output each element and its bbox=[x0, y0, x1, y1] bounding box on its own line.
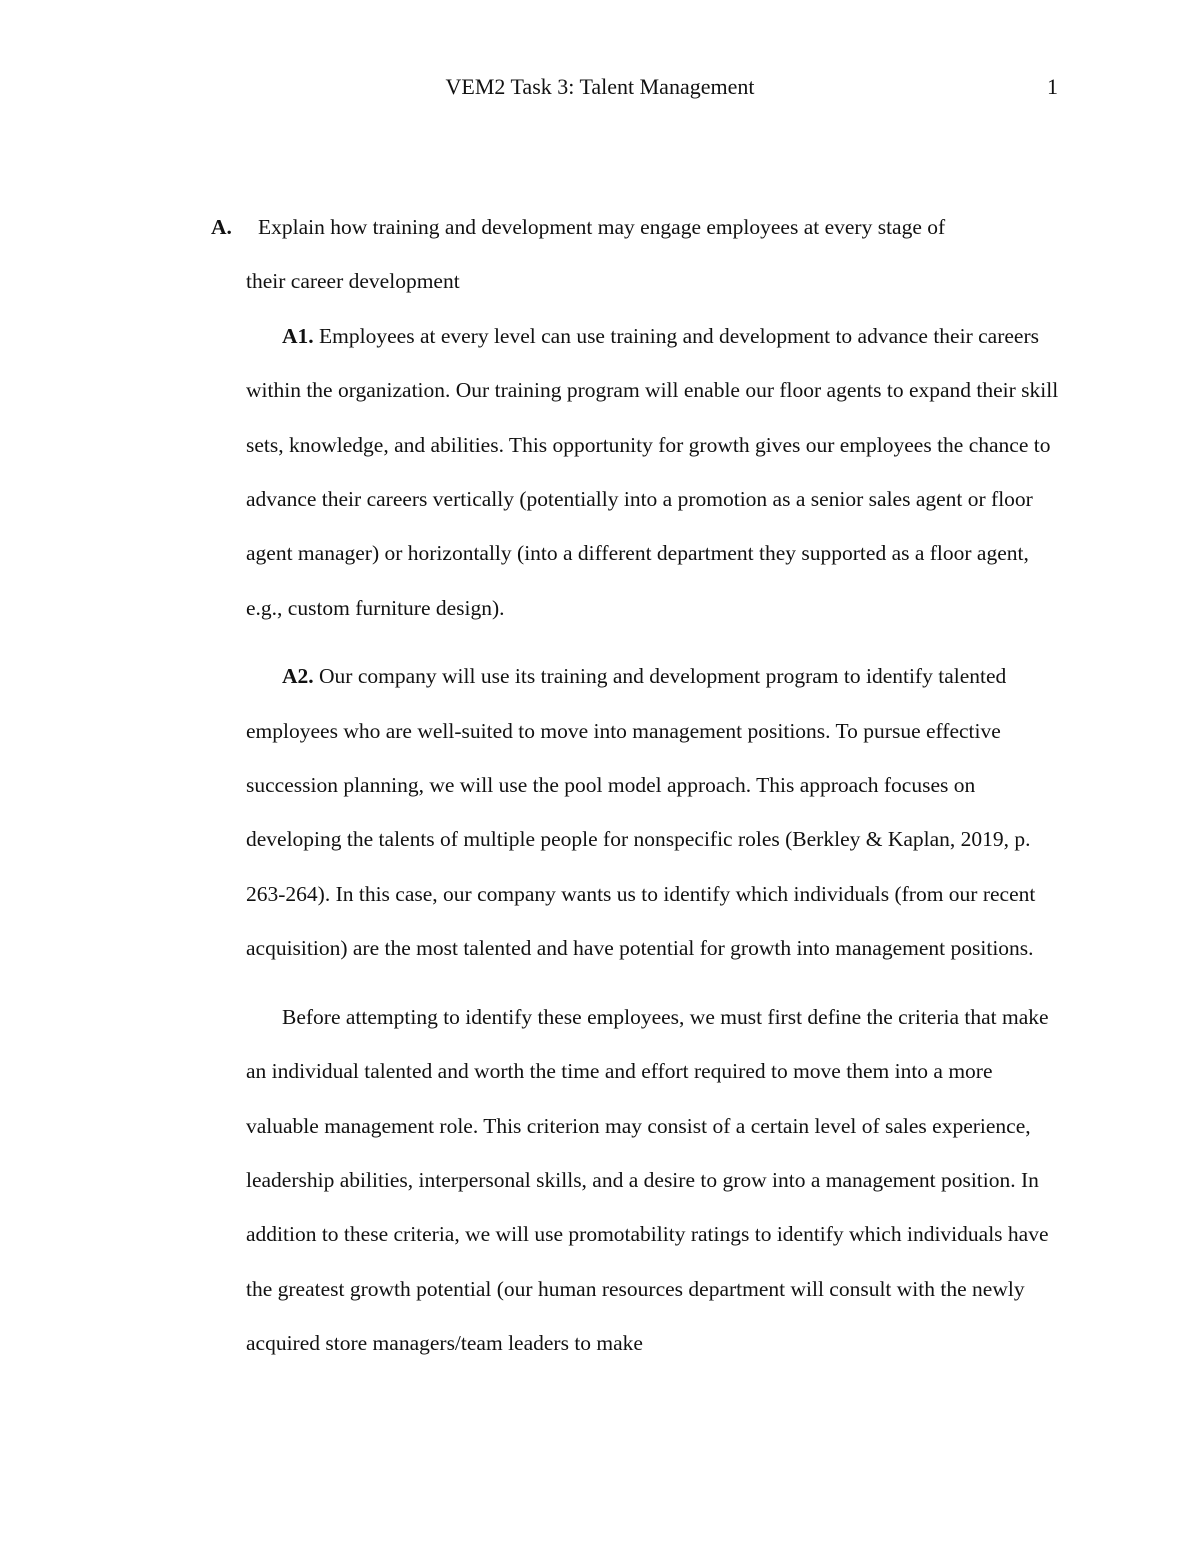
section-letter: A. bbox=[211, 215, 232, 239]
page-number: 1 bbox=[1047, 74, 1058, 99]
section-heading-a bbox=[211, 200, 1066, 309]
paragraph-text: Employees at every level can use training and development to advance their careers within the organization. Our training program will enable our floor agents to expand their skill sets, knowledge, and abilities. This opportunity for growth gives our employees the chance to advance their careers vertically (potentially into a promotion as a senior sales agent or floor agent manager) or horizontally (into a different department they supported as a floor agent, e.g., custom furniture design). bbox=[246, 323, 1059, 620]
paragraph-criteria bbox=[246, 990, 1066, 1371]
paragraph-text: Before attempting to identify these employees, we must first define the criteria that make an individual talented and worth the time and effort required to move them into a more valuable management role. This criterion may consist of a certain level of sales experience, leadership abilities, interpersonal skills, and a desire to grow into a management position. In addition to these criteria, we will use promotability ratings to identify which individuals have the greatest growth potential (our human resources department will consult with the newly acquired store managers/team leaders to make bbox=[246, 1004, 1049, 1356]
paragraph-text: Our company will use its training and development program to identify talented employees who are well-suited to move into management positions. To pursue effective succession planning, we will use the pool model approach. This approach focuses on developing the talents of multiple people for nonspecific roles (Berkley & Kaplan, 2019, p. 263-264). In this case, our company wants us to identify which individuals (from our recent acquisition) are the most talented and have potential for growth into management positions. bbox=[246, 664, 1036, 961]
running-head: VEM2 Task 3: Talent Management bbox=[445, 74, 755, 99]
paragraph-a2 bbox=[246, 649, 1066, 975]
paragraph-label: A1. bbox=[282, 323, 314, 348]
page-header bbox=[0, 72, 1200, 102]
document-body bbox=[211, 200, 1066, 1371]
section-title-line-2: their career development bbox=[246, 269, 460, 294]
section-title-line-1: Explain how training and development may engage employees at every stage of bbox=[258, 215, 946, 239]
paragraph-label: A2. bbox=[282, 664, 314, 689]
paragraph-a1 bbox=[246, 309, 1066, 635]
